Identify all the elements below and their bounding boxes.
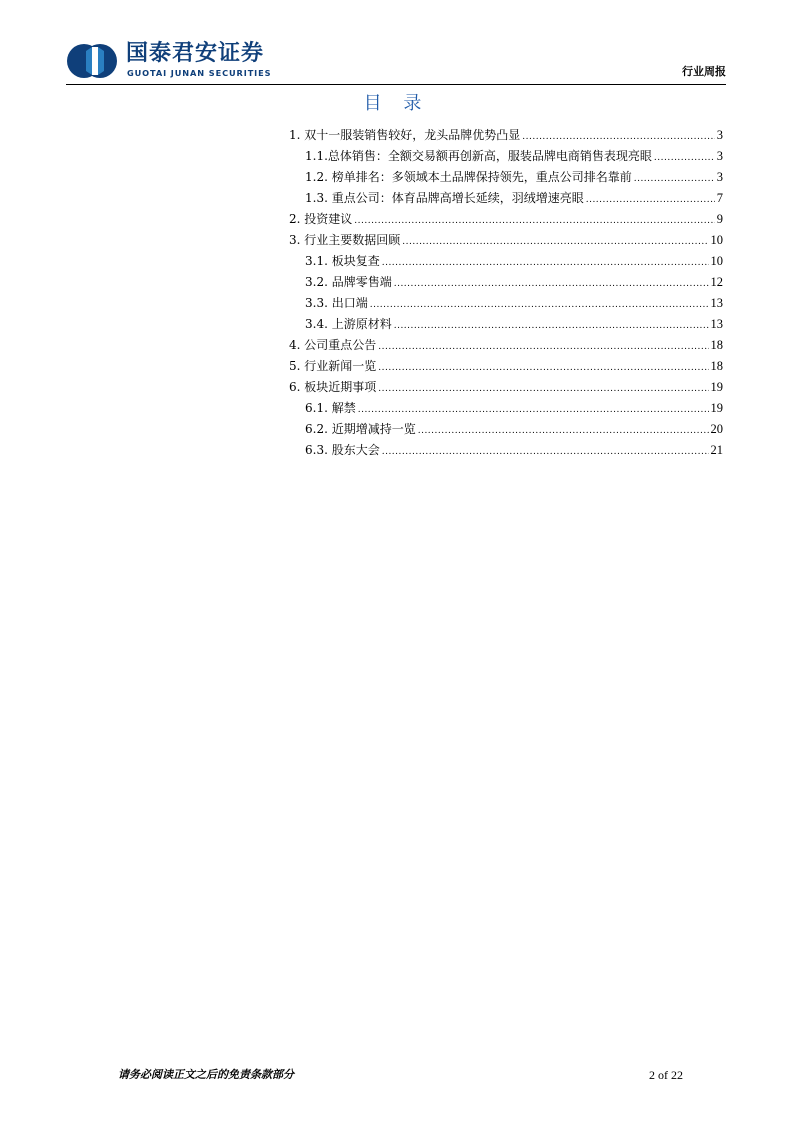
toc-entry[interactable] — [289, 272, 723, 293]
toc-entry-page: 10 — [710, 254, 723, 268]
toc-entry-page: 13 — [710, 317, 723, 331]
toc-entry-title: 3.3. 出口端 — [305, 296, 368, 310]
toc-entry[interactable] — [289, 125, 723, 146]
toc-entry-page: 18 — [710, 338, 723, 352]
toc-dot-leader — [382, 253, 709, 274]
toc-entry-page: 12 — [710, 275, 723, 289]
toc-entry-page: 7 — [716, 191, 723, 205]
toc-entry-title: 6.3. 股东大会 — [305, 443, 380, 457]
toc-entry[interactable] — [289, 293, 723, 314]
toc-entry-page: 18 — [710, 359, 723, 373]
toc-entry-title: 3. 行业主要数据回顾 — [289, 233, 401, 247]
toc-entry[interactable] — [289, 167, 723, 188]
toc-entry-page: 3 — [716, 128, 723, 142]
logo-chinese-name: 国泰君安证券 — [126, 41, 265, 66]
toc-entry-page: 10 — [710, 233, 723, 247]
logo-english-name: GUOTAI JUNAN SECURITIES — [127, 68, 272, 78]
report-type-label: 行业周报 — [682, 65, 726, 78]
toc-dot-leader — [402, 232, 708, 253]
toc-entry[interactable] — [289, 314, 723, 335]
toc-entry-page: 21 — [710, 443, 723, 457]
toc-dot-leader — [354, 211, 714, 232]
toc-entry-page: 19 — [710, 380, 723, 394]
toc-entry-title: 1. 双十一服装销售较好，龙头品牌优势凸显 — [289, 128, 521, 142]
toc-entry-title: 2. 投资建议 — [289, 212, 353, 226]
toc-entry-title: 3.1. 板块复查 — [305, 254, 380, 268]
toc-entry-page: 13 — [710, 296, 723, 310]
table-of-contents — [289, 125, 723, 461]
toc-entry-title: 3.2. 品牌零售端 — [305, 275, 392, 289]
toc-entry-page: 20 — [710, 422, 723, 436]
toc-dot-leader — [654, 148, 715, 169]
toc-entry[interactable] — [289, 440, 723, 461]
toc-entry-page: 19 — [710, 401, 723, 415]
toc-dot-leader — [394, 274, 709, 295]
toc-entry[interactable] — [289, 230, 723, 251]
toc-entry-title: 4. 公司重点公告 — [289, 338, 377, 352]
footer-disclaimer: 请务必阅读正文之后的免责条款部分 — [118, 1068, 294, 1081]
toc-entry[interactable] — [289, 188, 723, 209]
toc-entry-title: 6. 板块近期事项 — [289, 380, 377, 394]
toc-dot-leader — [378, 379, 708, 400]
toc-dot-leader — [382, 442, 709, 463]
toc-entry-title: 6.1. 解禁 — [305, 401, 356, 415]
toc-entry[interactable] — [289, 398, 723, 419]
toc-title: 目 录 — [363, 93, 430, 114]
toc-dot-leader — [634, 169, 715, 190]
toc-entry-title: 1.1.总体销售：全额交易额再创新高，服装品牌电商销售表现亮眼 — [305, 149, 652, 163]
toc-entry[interactable] — [289, 209, 723, 230]
toc-entry[interactable] — [289, 146, 723, 167]
toc-entry-page: 9 — [716, 212, 723, 226]
toc-entry-title: 3.4. 上游原材料 — [305, 317, 392, 331]
toc-dot-leader — [522, 127, 714, 148]
toc-dot-leader — [378, 358, 708, 379]
footer-page-number: 2 of 22 — [649, 1068, 683, 1082]
toc-dot-leader — [370, 295, 709, 316]
toc-entry-title: 6.2. 近期增减持一览 — [305, 422, 416, 436]
toc-entry-title: 1.2. 榜单排名：多领域本土品牌保持领先，重点公司排名靠前 — [305, 170, 632, 184]
toc-dot-leader — [418, 421, 709, 442]
header-divider — [66, 84, 726, 85]
toc-entry[interactable] — [289, 356, 723, 377]
toc-entry-page: 3 — [716, 170, 723, 184]
toc-entry-title: 5. 行业新闻一览 — [289, 359, 377, 373]
toc-dot-leader — [378, 337, 708, 358]
toc-entry-page: 3 — [716, 149, 723, 163]
guotai-junan-logo-icon — [66, 43, 118, 79]
toc-entry[interactable] — [289, 251, 723, 272]
toc-entry[interactable] — [289, 335, 723, 356]
toc-entry[interactable] — [289, 419, 723, 440]
page-header — [66, 38, 726, 84]
toc-dot-leader — [358, 400, 709, 421]
toc-dot-leader — [586, 190, 715, 211]
toc-dot-leader — [394, 316, 709, 337]
toc-entry-title: 1.3. 重点公司：体育品牌高增长延续，羽绒增速亮眼 — [305, 191, 584, 205]
toc-entry[interactable] — [289, 377, 723, 398]
